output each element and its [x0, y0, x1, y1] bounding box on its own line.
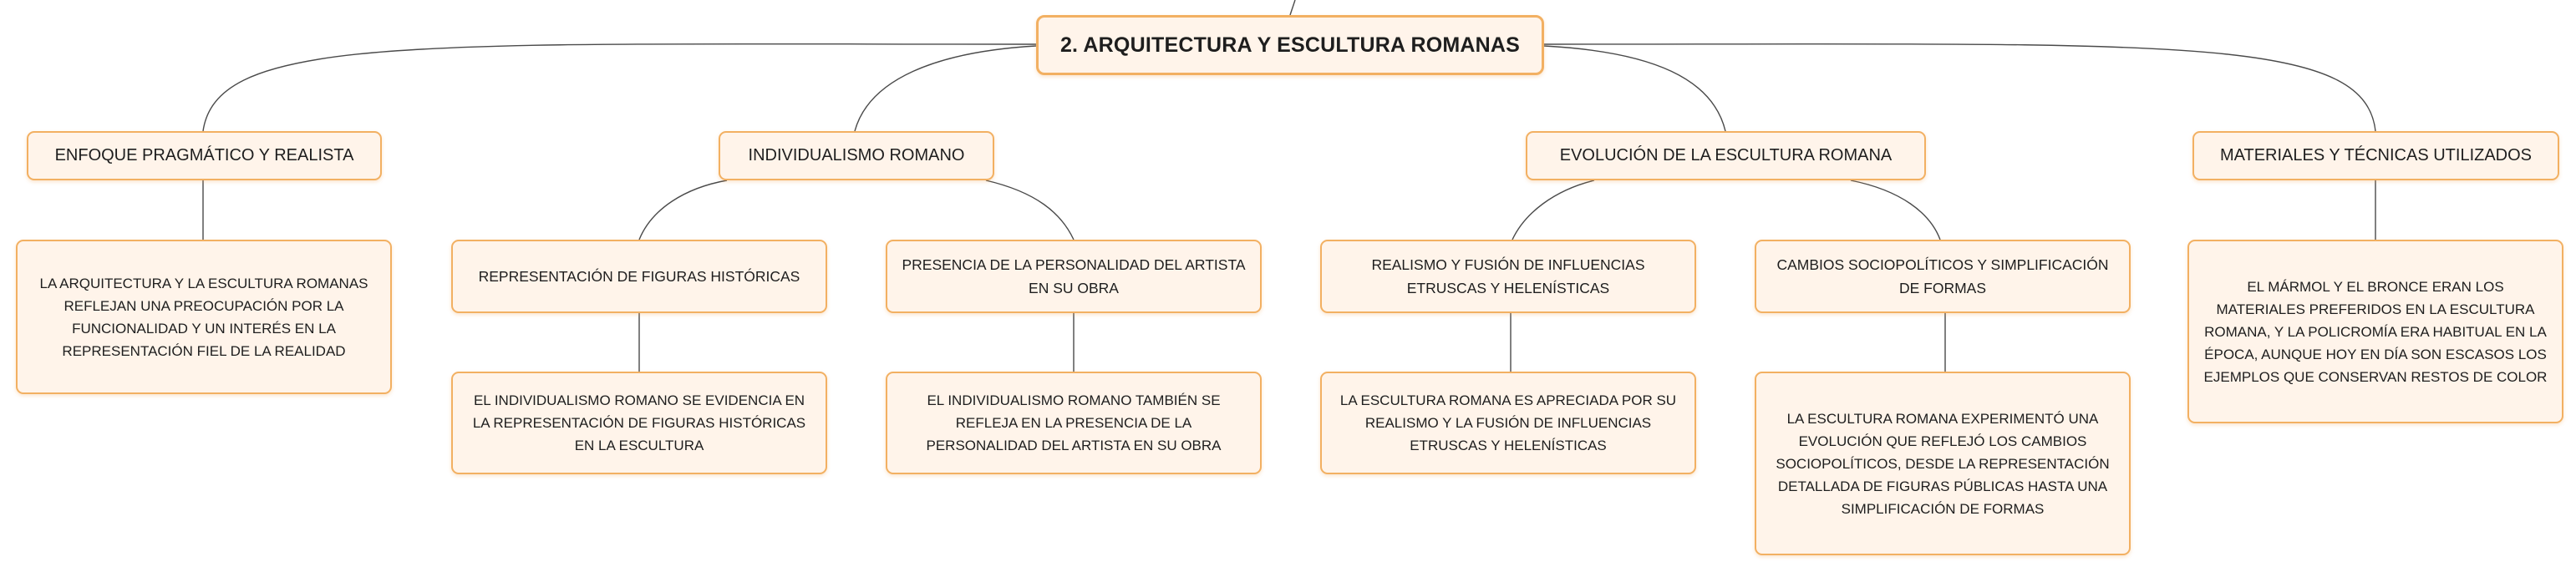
- root-topic[interactable]: 2. ARQUITECTURA Y ESCULTURA ROMANAS: [1036, 15, 1544, 75]
- connector-evol-realismo: [1512, 180, 1594, 240]
- subtopic-cambios-sociopoliticos[interactable]: CAMBIOS SOCIOPOLÍTICOS Y SIMPLIFICACIÓN DE FORMAS: [1755, 240, 2131, 313]
- connector-root-evolucion: [1544, 46, 1725, 131]
- connector-indiv-artista: [986, 180, 1074, 240]
- detail-figuras-historicas[interactable]: EL INDIVIDUALISMO ROMANO SE EVIDENCIA EN LA REPRESENTACIÓN DE FIGURAS HISTÓRICAS EN LA ESCULTURA: [451, 372, 827, 474]
- connector-indiv-figuras: [639, 180, 727, 240]
- branch-individualismo-romano[interactable]: INDIVIDUALISMO ROMANO: [719, 131, 994, 180]
- detail-materiales-tecnicas[interactable]: EL MÁRMOL Y EL BRONCE ERAN LOS MATERIALES PREFERIDOS EN LA ESCULTURA ROMANA, Y LA POLICROMÍA ERA HABITUAL EN LA ÉPOCA, AUNQUE HOY EN DÍA SON ESCASOS LOS EJEMPLOS QUE CONSERVAN RESTOS DE COLOR: [2187, 240, 2563, 423]
- detail-realismo-influencias[interactable]: LA ESCULTURA ROMANA ES APRECIADA POR SU REALISMO Y LA FUSIÓN DE INFLUENCIAS ETRUSCAS Y HELENÍSTICAS: [1320, 372, 1696, 474]
- connector-root-individualismo: [855, 46, 1036, 131]
- branch-enfoque-pragmatico[interactable]: ENFOQUE PRAGMÁTICO Y REALISTA: [27, 131, 382, 180]
- detail-enfoque-pragmatico[interactable]: LA ARQUITECTURA Y LA ESCULTURA ROMANAS REFLEJAN UNA PREOCUPACIÓN POR LA FUNCIONALIDAD Y UN INTERÉS EN LA REPRESENTACIÓN FIEL DE LA REALIDAD: [16, 240, 392, 394]
- subtopic-figuras-historicas[interactable]: REPRESENTACIÓN DE FIGURAS HISTÓRICAS: [451, 240, 827, 313]
- connector-root-materiales: [1544, 44, 2375, 131]
- branch-evolucion-escultura[interactable]: EVOLUCIÓN DE LA ESCULTURA ROMANA: [1526, 131, 1926, 180]
- subtopic-personalidad-artista[interactable]: PRESENCIA DE LA PERSONALIDAD DEL ARTISTA EN SU OBRA: [886, 240, 1262, 313]
- branch-materiales-tecnicas[interactable]: MATERIALES Y TÉCNICAS UTILIZADOS: [2192, 131, 2559, 180]
- connector-evol-cambios: [1851, 180, 1940, 240]
- subtopic-realismo-influencias[interactable]: REALISMO Y FUSIÓN DE INFLUENCIAS ETRUSCAS Y HELENÍSTICAS: [1320, 240, 1696, 313]
- detail-cambios-sociopoliticos[interactable]: LA ESCULTURA ROMANA EXPERIMENTÓ UNA EVOLUCIÓN QUE REFLEJÓ LOS CAMBIOS SOCIOPOLÍTICOS, DESDE LA REPRESENTACIÓN DETALLADA DE FIGURAS PÚBLICAS HASTA UNA SIMPLIFICACIÓN DE FORMAS: [1755, 372, 2131, 555]
- detail-personalidad-artista[interactable]: EL INDIVIDUALISMO ROMANO TAMBIÉN SE REFLEJA EN LA PRESENCIA DE LA PERSONALIDAD DEL ARTISTA EN SU OBRA: [886, 372, 1262, 474]
- connector-top-stub: [1290, 0, 1295, 15]
- connector-root-enfoque: [203, 44, 1036, 131]
